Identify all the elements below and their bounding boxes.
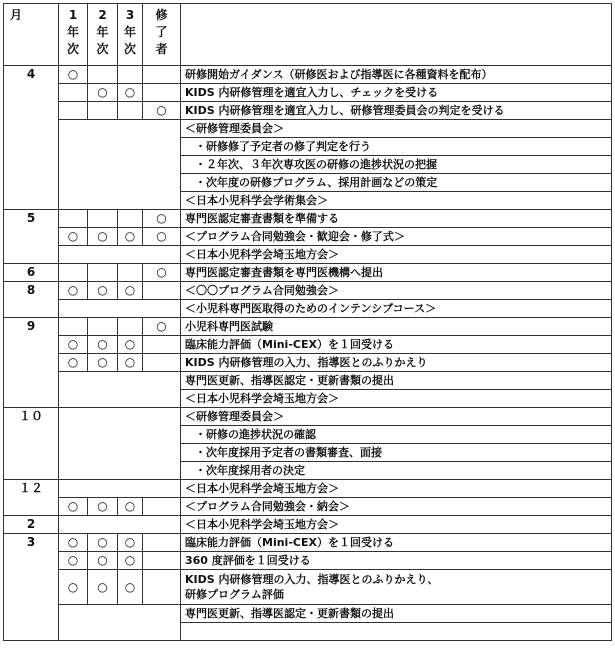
mark-cell: [59, 264, 88, 282]
table-row: [4, 444, 612, 462]
mark-cell: [143, 66, 181, 84]
mark-cell: ○: [88, 570, 118, 605]
table-row: [4, 623, 612, 641]
month-cell: [4, 156, 59, 174]
blank-cell: [59, 462, 181, 480]
table-row: [4, 318, 612, 336]
table-row: [4, 120, 612, 138]
table-row: [4, 264, 612, 282]
activity-cell: ＜日本小児科学会埼玉地方会＞: [181, 246, 612, 264]
mark-cell: [118, 66, 143, 84]
activity-cell: 360 度評価を１回受ける: [181, 552, 612, 570]
mark-cell: [88, 318, 118, 336]
mark-cell: [143, 336, 181, 354]
mark-cell: ○: [59, 552, 88, 570]
activity-cell: ・次年度採用者の決定: [181, 462, 612, 480]
mark-cell: [88, 66, 118, 84]
mark-cell: ○: [59, 282, 88, 300]
activity-cell: ・次年度採用予定者の書類審査、面接: [181, 444, 612, 462]
activity-cell: ＜日本小児科学会埼玉地方会＞: [181, 390, 612, 408]
table-row: [4, 534, 612, 552]
activity-cell: ＜小児科専門医取得のためのインテンシブコース＞: [181, 300, 612, 318]
table-row: [4, 570, 612, 605]
table-row: [4, 282, 612, 300]
month-cell: [4, 84, 59, 102]
month-cell: [4, 498, 59, 516]
mark-cell: ○: [143, 228, 181, 246]
mark-cell: [143, 354, 181, 372]
table-row: [4, 174, 612, 192]
mark-cell: ○: [59, 570, 88, 605]
month-cell: [4, 390, 59, 408]
month-cell: [4, 552, 59, 570]
blank-cell: [59, 480, 181, 498]
table-row: [4, 84, 612, 102]
activity-cell: ・研修の進捗状況の確認: [181, 426, 612, 444]
month-cell: 4: [4, 66, 59, 84]
mark-cell: [143, 534, 181, 552]
blank-cell: [59, 623, 181, 641]
table-row: [4, 552, 612, 570]
mark-cell: ○: [143, 318, 181, 336]
mark-cell: [59, 318, 88, 336]
mark-cell: ○: [88, 282, 118, 300]
month-cell: [4, 102, 59, 120]
table-row: [4, 246, 612, 264]
mark-cell: ○: [118, 228, 143, 246]
mark-cell: ○: [88, 498, 118, 516]
month-cell: 6: [4, 264, 59, 282]
month-cell: [4, 120, 59, 138]
mark-cell: [143, 282, 181, 300]
activity-cell: ＜プログラム合同勉強会・納会＞: [181, 498, 612, 516]
activity-cell: 臨床能力評価（Mini-CEX）を１回受ける: [181, 534, 612, 552]
mark-cell: ○: [59, 66, 88, 84]
table-row: [4, 498, 612, 516]
activity-cell: 研修開始ガイダンス（研修医および指導医に各種資料を配布）: [181, 66, 612, 84]
table-row: [4, 372, 612, 390]
mark-cell: [118, 264, 143, 282]
header-activity: [181, 4, 612, 66]
table-row: [4, 66, 612, 84]
blank-cell: [59, 605, 181, 623]
activity-cell: ・次年度の研修プログラム、採用計画などの策定: [181, 174, 612, 192]
header-year3: 3 年 次: [118, 4, 143, 66]
blank-cell: [59, 300, 181, 318]
mark-cell: ○: [118, 282, 143, 300]
mark-cell: [88, 210, 118, 228]
blank-cell: [59, 516, 181, 534]
mark-cell: [59, 210, 88, 228]
mark-cell: ○: [88, 336, 118, 354]
month-cell: [4, 174, 59, 192]
mark-cell: ○: [143, 102, 181, 120]
mark-cell: ○: [88, 84, 118, 102]
table-row: [4, 156, 612, 174]
month-cell: [4, 426, 59, 444]
month-cell: [4, 570, 59, 605]
mark-cell: ○: [118, 354, 143, 372]
blank-cell: [59, 120, 181, 138]
mark-cell: ○: [88, 228, 118, 246]
activity-cell: ＜〇〇プログラム合同勉強会＞: [181, 282, 612, 300]
month-cell: １２: [4, 480, 59, 498]
table-row: [4, 408, 612, 426]
header-completed: 修 了 者: [143, 4, 181, 66]
mark-cell: ○: [59, 354, 88, 372]
mark-cell: [59, 84, 88, 102]
mark-cell: ○: [88, 534, 118, 552]
activity-cell: KIDS 内研修管理の入力、指導医とのふりかえり: [181, 354, 612, 372]
header-year2: 2 年 次: [88, 4, 118, 66]
mark-cell: ○: [118, 552, 143, 570]
month-cell: [4, 300, 59, 318]
activity-cell: 専門医認定審査書類を専門医機構へ提出: [181, 264, 612, 282]
month-cell: [4, 623, 59, 641]
header-month: 月: [4, 4, 59, 66]
schedule-table: [3, 3, 612, 641]
mark-cell: ○: [59, 534, 88, 552]
activity-cell: KIDS 内研修管理を適宜入力し、チェックを受ける: [181, 84, 612, 102]
blank-cell: [59, 174, 181, 192]
activity-cell: ＜プログラム合同勉強会・歓迎会・修了式＞: [181, 228, 612, 246]
activity-cell: ＜日本小児科学会埼玉地方会＞: [181, 480, 612, 498]
blank-cell: [59, 444, 181, 462]
blank-cell: [59, 138, 181, 156]
mark-cell: [118, 318, 143, 336]
mark-cell: ○: [118, 84, 143, 102]
mark-cell: ○: [118, 336, 143, 354]
activity-cell: ・研修修了予定者の修了判定を行う: [181, 138, 612, 156]
month-cell: [4, 228, 59, 246]
mark-cell: ○: [59, 336, 88, 354]
mark-cell: [59, 102, 88, 120]
table-row: [4, 300, 612, 318]
activity-cell: ＜日本小児科学会学術集会＞: [181, 192, 612, 210]
month-cell: [4, 192, 59, 210]
mark-cell: [88, 102, 118, 120]
mark-cell: ○: [118, 570, 143, 605]
table-row: [4, 516, 612, 534]
blank-cell: [59, 156, 181, 174]
month-cell: [4, 354, 59, 372]
activity-cell: 専門医更新、指導医認定・更新書類の提出: [181, 605, 612, 623]
month-cell: [4, 138, 59, 156]
activity-cell: [181, 623, 612, 641]
mark-cell: [118, 102, 143, 120]
month-cell: [4, 372, 59, 390]
table-row: [4, 390, 612, 408]
month-cell: 2: [4, 516, 59, 534]
month-cell: [4, 462, 59, 480]
blank-cell: [59, 192, 181, 210]
table-row: [4, 354, 612, 372]
month-cell: 5: [4, 210, 59, 228]
header-row: [4, 4, 612, 66]
month-cell: [4, 246, 59, 264]
activity-cell: 専門医更新、指導医認定・更新書類の提出: [181, 372, 612, 390]
mark-cell: ○: [118, 498, 143, 516]
month-cell: [4, 444, 59, 462]
blank-cell: [59, 390, 181, 408]
header-year1: 1 年 次: [59, 4, 88, 66]
mark-cell: [118, 210, 143, 228]
activity-cell: 専門医認定審査書類を準備する: [181, 210, 612, 228]
table-row: [4, 426, 612, 444]
blank-cell: [59, 426, 181, 444]
month-cell: 9: [4, 318, 59, 336]
table-row: [4, 336, 612, 354]
blank-cell: [59, 246, 181, 264]
table-row: [4, 462, 612, 480]
mark-cell: ○: [143, 210, 181, 228]
activity-cell: 小児科専門医試験: [181, 318, 612, 336]
table-row: [4, 228, 612, 246]
mark-cell: ○: [88, 552, 118, 570]
month-cell: 3: [4, 534, 59, 552]
table-row: [4, 138, 612, 156]
activity-cell: 臨床能力評価（Mini-CEX）を１回受ける: [181, 336, 612, 354]
mark-cell: [143, 552, 181, 570]
table-row: [4, 480, 612, 498]
month-cell: １０: [4, 408, 59, 426]
mark-cell: ○: [59, 228, 88, 246]
table-row: [4, 210, 612, 228]
mark-cell: [143, 498, 181, 516]
activity-cell: ＜研修管理委員会＞: [181, 120, 612, 138]
mark-cell: [143, 84, 181, 102]
month-cell: [4, 605, 59, 623]
blank-cell: [59, 372, 181, 390]
table-row: [4, 102, 612, 120]
activity-cell: ・２年次、３年次専攻医の研修の進捗状況の把握: [181, 156, 612, 174]
activity-cell: ＜日本小児科学会埼玉地方会＞: [181, 516, 612, 534]
mark-cell: [143, 570, 181, 605]
activity-cell: ＜研修管理委員会＞: [181, 408, 612, 426]
mark-cell: ○: [143, 264, 181, 282]
mark-cell: [88, 264, 118, 282]
blank-cell: [59, 408, 181, 426]
month-cell: 8: [4, 282, 59, 300]
mark-cell: ○: [88, 354, 118, 372]
mark-cell: ○: [59, 498, 88, 516]
month-cell: [4, 336, 59, 354]
activity-cell: KIDS 内研修管理の入力、指導医とのふりかえり、 研修プログラム評価: [181, 570, 612, 605]
table-row: [4, 605, 612, 623]
table-row: [4, 192, 612, 210]
activity-cell: KIDS 内研修管理を適宜入力し、研修管理委員会の判定を受ける: [181, 102, 612, 120]
mark-cell: ○: [118, 534, 143, 552]
